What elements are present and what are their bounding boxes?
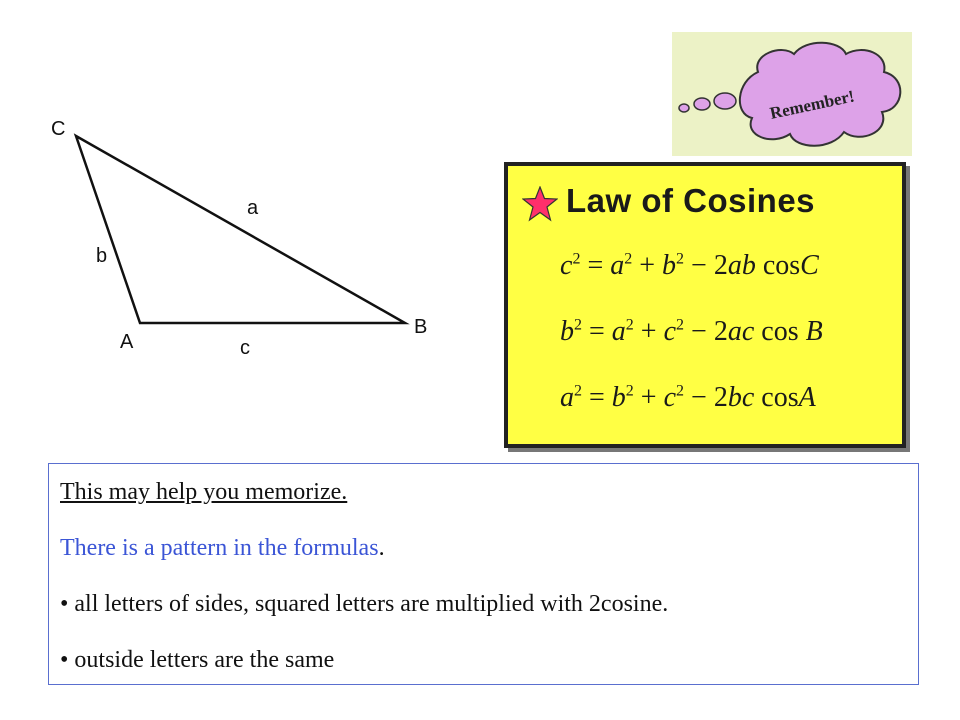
remember-callout bbox=[672, 32, 912, 156]
side-label-c: c bbox=[240, 337, 250, 359]
law-title: Law of Cosines bbox=[566, 182, 816, 219]
remember-text: Remember! bbox=[768, 86, 857, 123]
memorize-tips-box bbox=[48, 463, 919, 685]
side-label-b: b bbox=[96, 245, 108, 267]
memo-pattern-line bbox=[60, 535, 385, 562]
thought-cloud-icon bbox=[672, 32, 912, 156]
side-label-a: a bbox=[247, 197, 259, 219]
formula-c: $c^2 = a^2 + b^2 - 2ab$ cosC bbox=[560, 250, 819, 281]
triangle-diagram bbox=[40, 100, 460, 370]
memo-heading: This may help you memorize. bbox=[60, 479, 348, 505]
formula-a: $a^2 = b^2 + c^2 - 2bc$ cosA bbox=[560, 382, 816, 413]
memo-bullet-squared: • all letters of sides, squared letters are multiplied with 2cosine. bbox=[60, 591, 669, 617]
formula-b: $b^2 = a^2 + c^2 - 2ac$ cos B bbox=[560, 316, 823, 347]
star-icon bbox=[522, 186, 558, 222]
vertex-label-b: B bbox=[414, 316, 428, 338]
law-of-cosines-box bbox=[504, 162, 906, 448]
triangle-shape bbox=[76, 136, 405, 323]
vertex-label-a: A bbox=[120, 331, 134, 353]
memo-pattern-text: There is a pattern in the formulas bbox=[60, 535, 379, 561]
memo-pattern-period: . bbox=[378, 535, 385, 561]
memo-bullet-outside: • outside letters are the same bbox=[60, 647, 335, 673]
vertex-label-c: C bbox=[51, 118, 66, 140]
